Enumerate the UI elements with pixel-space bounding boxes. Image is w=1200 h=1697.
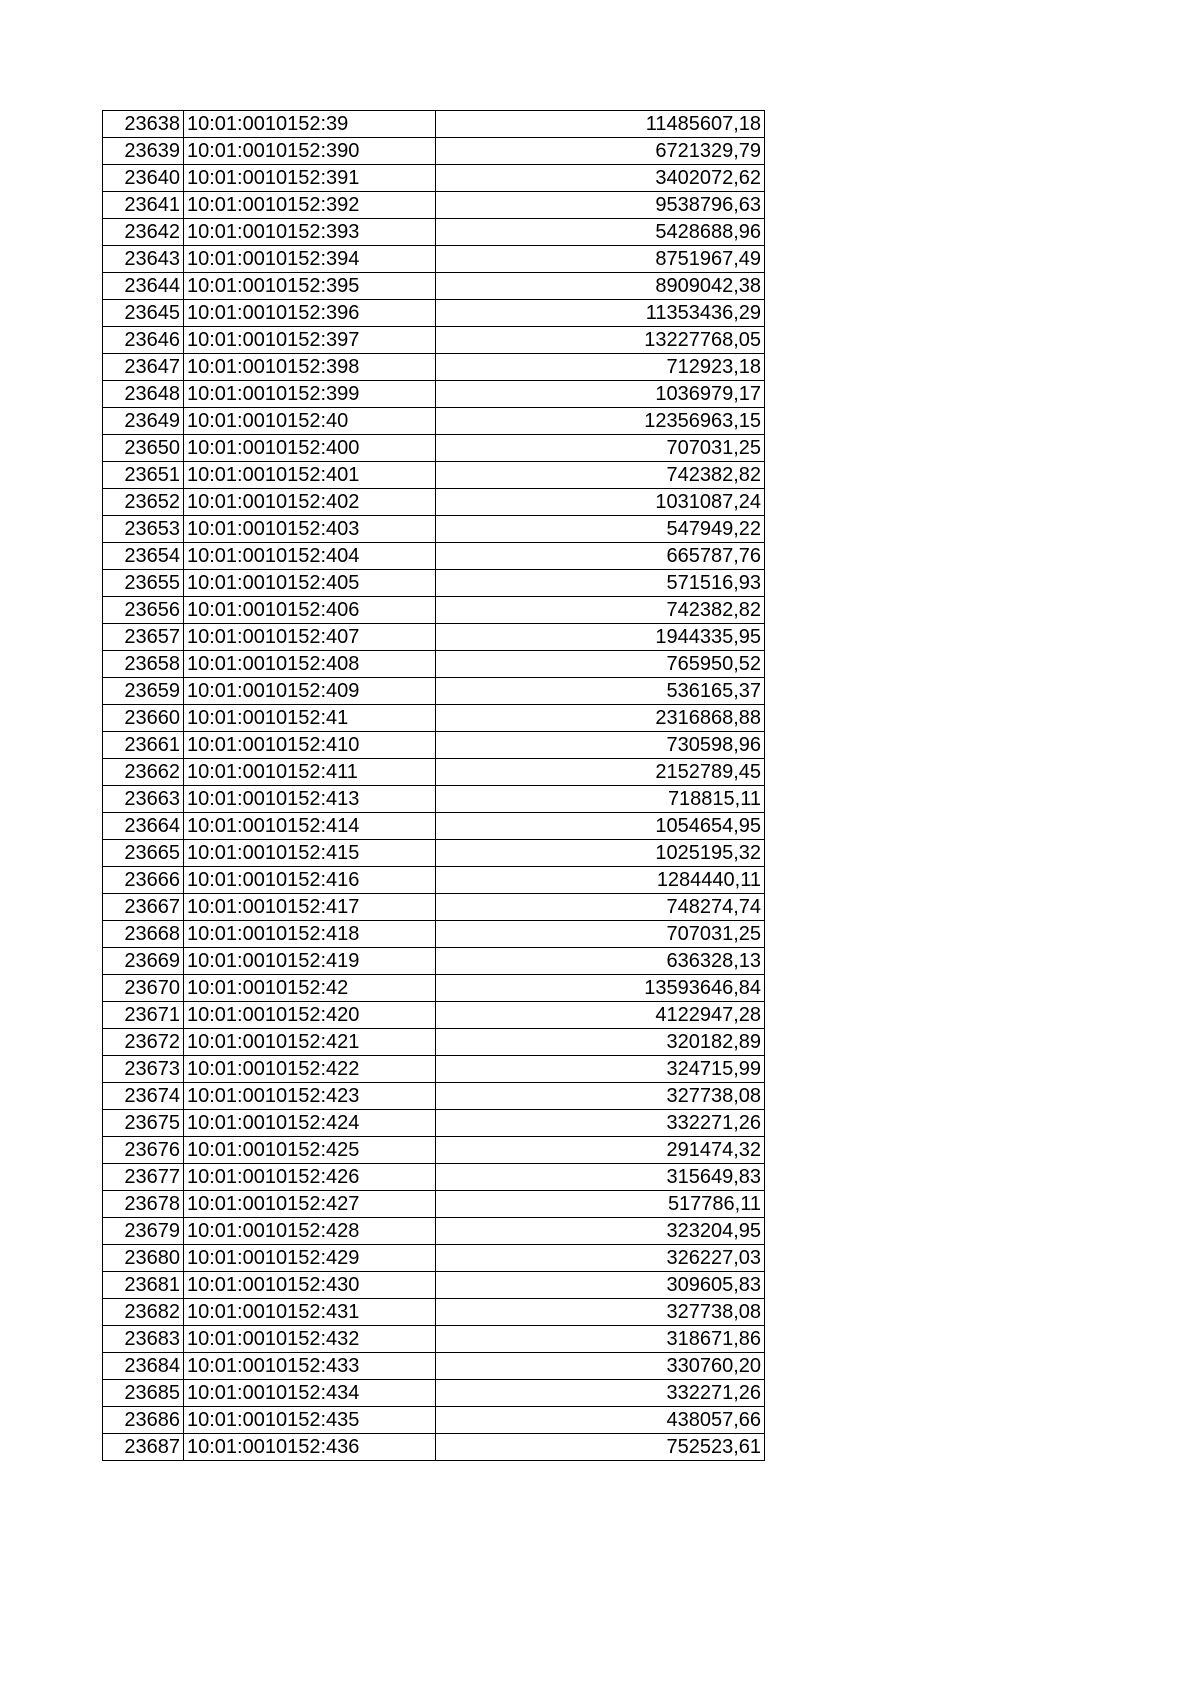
row-number-cell: 23664 [103, 813, 184, 840]
cadastral-number-cell: 10:01:0010152:395 [184, 273, 436, 300]
cadastral-number-cell: 10:01:0010152:423 [184, 1083, 436, 1110]
row-number-cell: 23673 [103, 1056, 184, 1083]
value-cell: 324715,99 [436, 1056, 765, 1083]
cadastral-number-cell: 10:01:0010152:428 [184, 1218, 436, 1245]
row-number-cell: 23660 [103, 705, 184, 732]
value-cell: 742382,82 [436, 462, 765, 489]
row-number-cell: 23646 [103, 327, 184, 354]
value-cell: 315649,83 [436, 1164, 765, 1191]
table-row [103, 759, 765, 786]
table-row [103, 111, 765, 138]
cadastral-number-cell: 10:01:0010152:426 [184, 1164, 436, 1191]
table-row [103, 1083, 765, 1110]
value-cell: 765950,52 [436, 651, 765, 678]
cadastral-number-cell: 10:01:0010152:436 [184, 1434, 436, 1461]
value-cell: 291474,32 [436, 1137, 765, 1164]
cadastral-number-cell: 10:01:0010152:414 [184, 813, 436, 840]
table-row [103, 1380, 765, 1407]
row-number-cell: 23642 [103, 219, 184, 246]
value-cell: 707031,25 [436, 435, 765, 462]
table-row [103, 732, 765, 759]
cadastral-number-cell: 10:01:0010152:407 [184, 624, 436, 651]
cadastral-number-cell: 10:01:0010152:432 [184, 1326, 436, 1353]
table-row [103, 813, 765, 840]
row-number-cell: 23683 [103, 1326, 184, 1353]
table-row [103, 840, 765, 867]
value-cell: 742382,82 [436, 597, 765, 624]
value-cell: 1054654,95 [436, 813, 765, 840]
cadastral-number-cell: 10:01:0010152:406 [184, 597, 436, 624]
row-number-cell: 23663 [103, 786, 184, 813]
cadastral-value-table [102, 110, 765, 1461]
cadastral-number-cell: 10:01:0010152:408 [184, 651, 436, 678]
row-number-cell: 23674 [103, 1083, 184, 1110]
table-row [103, 651, 765, 678]
row-number-cell: 23685 [103, 1380, 184, 1407]
value-cell: 752523,61 [436, 1434, 765, 1461]
value-cell: 4122947,28 [436, 1002, 765, 1029]
table-row [103, 246, 765, 273]
table-row [103, 327, 765, 354]
row-number-cell: 23657 [103, 624, 184, 651]
row-number-cell: 23650 [103, 435, 184, 462]
table-row [103, 543, 765, 570]
cadastral-number-cell: 10:01:0010152:39 [184, 111, 436, 138]
row-number-cell: 23648 [103, 381, 184, 408]
cadastral-number-cell: 10:01:0010152:394 [184, 246, 436, 273]
value-cell: 327738,08 [436, 1299, 765, 1326]
cadastral-number-cell: 10:01:0010152:417 [184, 894, 436, 921]
row-number-cell: 23687 [103, 1434, 184, 1461]
table-row [103, 786, 765, 813]
table-row [103, 1002, 765, 1029]
value-cell: 11353436,29 [436, 300, 765, 327]
row-number-cell: 23656 [103, 597, 184, 624]
row-number-cell: 23641 [103, 192, 184, 219]
table-row [103, 354, 765, 381]
cadastral-number-cell: 10:01:0010152:398 [184, 354, 436, 381]
row-number-cell: 23680 [103, 1245, 184, 1272]
value-cell: 2316868,88 [436, 705, 765, 732]
row-number-cell: 23643 [103, 246, 184, 273]
cadastral-number-cell: 10:01:0010152:427 [184, 1191, 436, 1218]
table-row [103, 165, 765, 192]
value-cell: 332271,26 [436, 1380, 765, 1407]
value-cell: 1944335,95 [436, 624, 765, 651]
row-number-cell: 23653 [103, 516, 184, 543]
row-number-cell: 23677 [103, 1164, 184, 1191]
cadastral-number-cell: 10:01:0010152:402 [184, 489, 436, 516]
cadastral-number-cell: 10:01:0010152:390 [184, 138, 436, 165]
value-cell: 320182,89 [436, 1029, 765, 1056]
row-number-cell: 23654 [103, 543, 184, 570]
value-cell: 636328,13 [436, 948, 765, 975]
table-row [103, 867, 765, 894]
table-row [103, 570, 765, 597]
table-row [103, 1434, 765, 1461]
value-cell: 9538796,63 [436, 192, 765, 219]
row-number-cell: 23649 [103, 408, 184, 435]
table-row [103, 597, 765, 624]
cadastral-number-cell: 10:01:0010152:391 [184, 165, 436, 192]
cadastral-number-cell: 10:01:0010152:421 [184, 1029, 436, 1056]
table-row [103, 624, 765, 651]
cadastral-number-cell: 10:01:0010152:422 [184, 1056, 436, 1083]
row-number-cell: 23676 [103, 1137, 184, 1164]
cadastral-number-cell: 10:01:0010152:409 [184, 678, 436, 705]
value-cell: 712923,18 [436, 354, 765, 381]
cadastral-number-cell: 10:01:0010152:425 [184, 1137, 436, 1164]
table-row [103, 1272, 765, 1299]
value-cell: 330760,20 [436, 1353, 765, 1380]
table-row [103, 678, 765, 705]
value-cell: 1031087,24 [436, 489, 765, 516]
value-cell: 1036979,17 [436, 381, 765, 408]
value-cell: 327738,08 [436, 1083, 765, 1110]
cadastral-number-cell: 10:01:0010152:418 [184, 921, 436, 948]
row-number-cell: 23684 [103, 1353, 184, 1380]
row-number-cell: 23666 [103, 867, 184, 894]
value-cell: 1284440,11 [436, 867, 765, 894]
value-cell: 571516,93 [436, 570, 765, 597]
value-cell: 8751967,49 [436, 246, 765, 273]
cadastral-number-cell: 10:01:0010152:435 [184, 1407, 436, 1434]
value-cell: 309605,83 [436, 1272, 765, 1299]
cadastral-number-cell: 10:01:0010152:42 [184, 975, 436, 1002]
row-number-cell: 23672 [103, 1029, 184, 1056]
table-row [103, 516, 765, 543]
value-cell: 12356963,15 [436, 408, 765, 435]
value-cell: 707031,25 [436, 921, 765, 948]
cadastral-number-cell: 10:01:0010152:410 [184, 732, 436, 759]
cadastral-number-cell: 10:01:0010152:411 [184, 759, 436, 786]
row-number-cell: 23670 [103, 975, 184, 1002]
table-row [103, 300, 765, 327]
row-number-cell: 23638 [103, 111, 184, 138]
cadastral-number-cell: 10:01:0010152:40 [184, 408, 436, 435]
cadastral-number-cell: 10:01:0010152:433 [184, 1353, 436, 1380]
table-row [103, 1218, 765, 1245]
table-row [103, 462, 765, 489]
row-number-cell: 23661 [103, 732, 184, 759]
value-cell: 665787,76 [436, 543, 765, 570]
cadastral-number-cell: 10:01:0010152:424 [184, 1110, 436, 1137]
table-row [103, 192, 765, 219]
row-number-cell: 23640 [103, 165, 184, 192]
value-cell: 5428688,96 [436, 219, 765, 246]
cadastral-number-cell: 10:01:0010152:403 [184, 516, 436, 543]
row-number-cell: 23639 [103, 138, 184, 165]
value-cell: 323204,95 [436, 1218, 765, 1245]
cadastral-number-cell: 10:01:0010152:393 [184, 219, 436, 246]
row-number-cell: 23682 [103, 1299, 184, 1326]
row-number-cell: 23671 [103, 1002, 184, 1029]
row-number-cell: 23667 [103, 894, 184, 921]
value-cell: 536165,37 [436, 678, 765, 705]
table-row [103, 1191, 765, 1218]
value-cell: 13227768,05 [436, 327, 765, 354]
table-row [103, 1407, 765, 1434]
table-row [103, 408, 765, 435]
row-number-cell: 23645 [103, 300, 184, 327]
row-number-cell: 23681 [103, 1272, 184, 1299]
table-row [103, 219, 765, 246]
row-number-cell: 23669 [103, 948, 184, 975]
row-number-cell: 23658 [103, 651, 184, 678]
table-row [103, 1137, 765, 1164]
value-cell: 3402072,62 [436, 165, 765, 192]
table-body [103, 111, 765, 1461]
row-number-cell: 23644 [103, 273, 184, 300]
value-cell: 547949,22 [436, 516, 765, 543]
table-row [103, 894, 765, 921]
table-row [103, 138, 765, 165]
table-row [103, 1299, 765, 1326]
value-cell: 11485607,18 [436, 111, 765, 138]
row-number-cell: 23655 [103, 570, 184, 597]
value-cell: 438057,66 [436, 1407, 765, 1434]
row-number-cell: 23678 [103, 1191, 184, 1218]
cadastral-number-cell: 10:01:0010152:41 [184, 705, 436, 732]
cadastral-number-cell: 10:01:0010152:405 [184, 570, 436, 597]
table-row [103, 435, 765, 462]
value-cell: 748274,74 [436, 894, 765, 921]
row-number-cell: 23686 [103, 1407, 184, 1434]
value-cell: 13593646,84 [436, 975, 765, 1002]
table-row [103, 921, 765, 948]
value-cell: 326227,03 [436, 1245, 765, 1272]
cadastral-number-cell: 10:01:0010152:399 [184, 381, 436, 408]
row-number-cell: 23652 [103, 489, 184, 516]
cadastral-number-cell: 10:01:0010152:419 [184, 948, 436, 975]
cadastral-number-cell: 10:01:0010152:413 [184, 786, 436, 813]
table-row [103, 1164, 765, 1191]
cadastral-number-cell: 10:01:0010152:420 [184, 1002, 436, 1029]
value-cell: 6721329,79 [436, 138, 765, 165]
row-number-cell: 23668 [103, 921, 184, 948]
value-cell: 2152789,45 [436, 759, 765, 786]
cadastral-number-cell: 10:01:0010152:434 [184, 1380, 436, 1407]
value-cell: 1025195,32 [436, 840, 765, 867]
cadastral-number-cell: 10:01:0010152:429 [184, 1245, 436, 1272]
table-row [103, 705, 765, 732]
table-row [103, 381, 765, 408]
table-row [103, 1029, 765, 1056]
value-cell: 8909042,38 [436, 273, 765, 300]
table-row [103, 975, 765, 1002]
table-row [103, 1353, 765, 1380]
cadastral-number-cell: 10:01:0010152:430 [184, 1272, 436, 1299]
table-row [103, 1245, 765, 1272]
value-cell: 730598,96 [436, 732, 765, 759]
cadastral-number-cell: 10:01:0010152:400 [184, 435, 436, 462]
row-number-cell: 23659 [103, 678, 184, 705]
value-cell: 318671,86 [436, 1326, 765, 1353]
cadastral-number-cell: 10:01:0010152:404 [184, 543, 436, 570]
row-number-cell: 23679 [103, 1218, 184, 1245]
cadastral-number-cell: 10:01:0010152:396 [184, 300, 436, 327]
cadastral-number-cell: 10:01:0010152:416 [184, 867, 436, 894]
cadastral-number-cell: 10:01:0010152:431 [184, 1299, 436, 1326]
cadastral-number-cell: 10:01:0010152:397 [184, 327, 436, 354]
value-cell: 718815,11 [436, 786, 765, 813]
table-row [103, 489, 765, 516]
value-cell: 517786,11 [436, 1191, 765, 1218]
cadastral-number-cell: 10:01:0010152:392 [184, 192, 436, 219]
table-row [103, 948, 765, 975]
table-row [103, 1110, 765, 1137]
table-row [103, 273, 765, 300]
cadastral-number-cell: 10:01:0010152:401 [184, 462, 436, 489]
cadastral-number-cell: 10:01:0010152:415 [184, 840, 436, 867]
row-number-cell: 23651 [103, 462, 184, 489]
row-number-cell: 23647 [103, 354, 184, 381]
row-number-cell: 23662 [103, 759, 184, 786]
row-number-cell: 23665 [103, 840, 184, 867]
table-row [103, 1056, 765, 1083]
value-cell: 332271,26 [436, 1110, 765, 1137]
table-row [103, 1326, 765, 1353]
row-number-cell: 23675 [103, 1110, 184, 1137]
